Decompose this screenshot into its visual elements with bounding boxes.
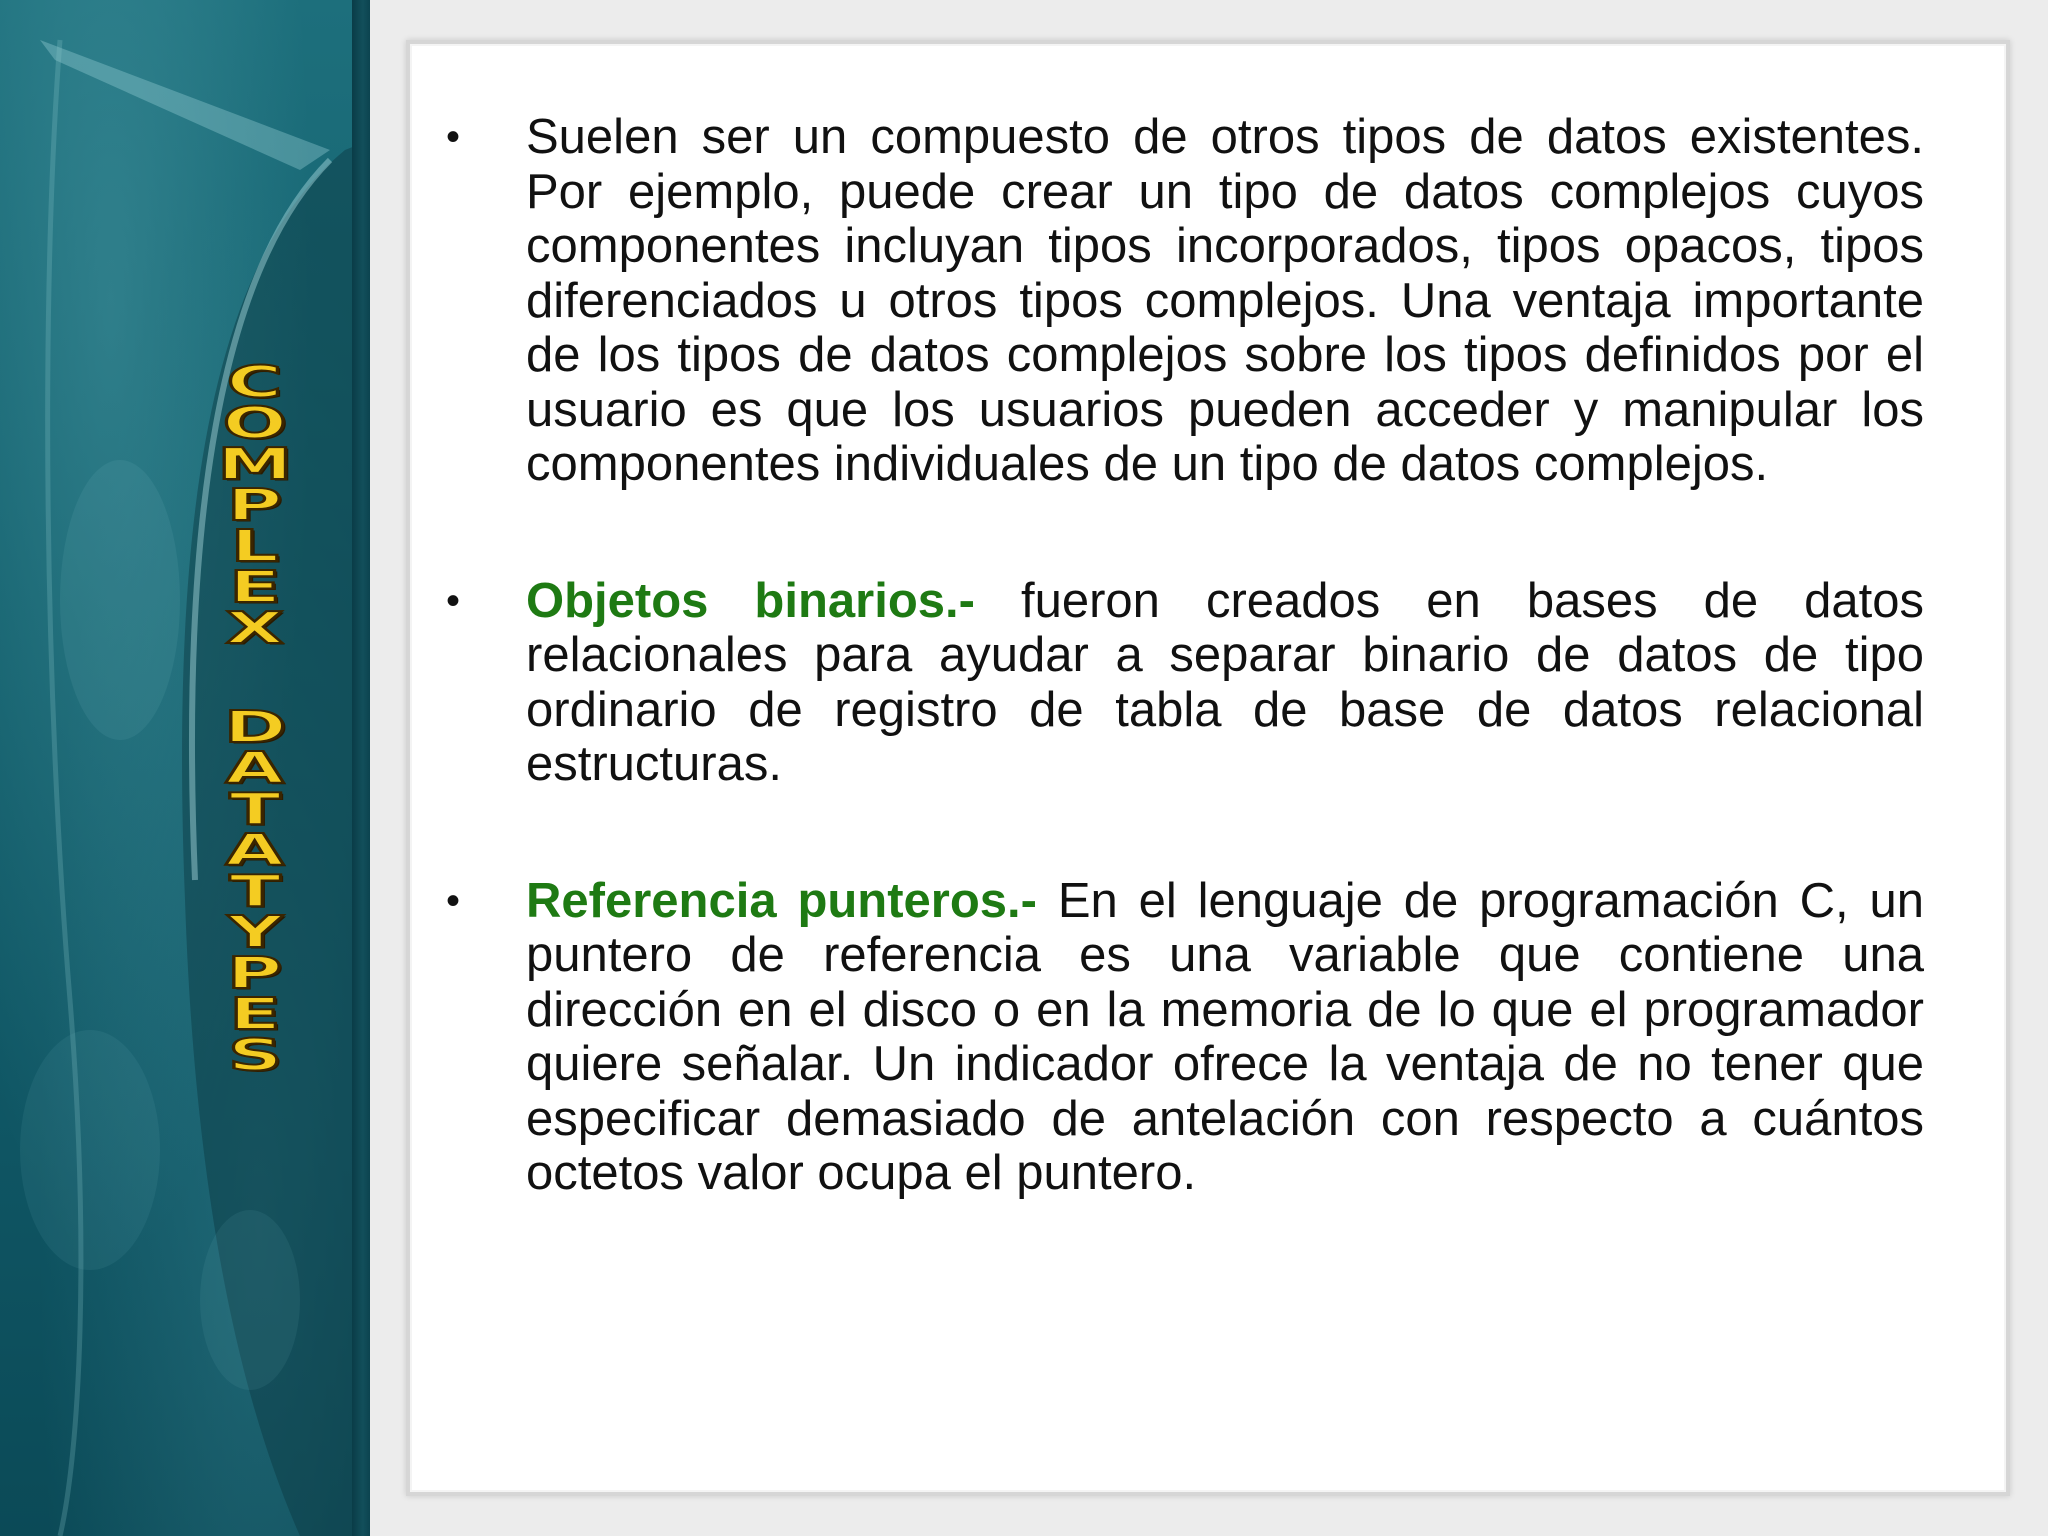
panel-edge [352, 0, 370, 1536]
title-letter: T [229, 784, 281, 835]
bullet-icon: • [446, 578, 461, 623]
left-decorative-panel [0, 0, 370, 1536]
title-letter: E [229, 989, 281, 1040]
vertical-title [205, 357, 305, 1081]
title-letter: S [227, 1030, 283, 1081]
title-letter: X [225, 603, 285, 654]
bullet-text: Suelen ser un compuesto de otros tipos de datos existentes. Por ejemplo, puede crear un tipo de datos complejos cuyos componentes incluyan tipos incorporados, tipos opacos, tipos diferenciados u otros tipos complejos. Una ventaja importante de los tipos de datos complejos sobre los tipos definidos por el usuario es que los usuarios pueden acceder y manipular los componentes individuales de un tipo de datos complejos. [526, 110, 1924, 491]
title-letter: T [229, 866, 281, 917]
title-letter: A [225, 743, 285, 794]
bullet-text: En el lenguaje de programación C, un puntero de referencia es una variable que contiene una dirección en el disco o en la memoria de lo que el programador quiere señalar. Un indicador ofrece la ventaja de no tener que especificar demasiado de antelación con respecto a cuántos octetos valor ocupa el puntero. [526, 873, 1924, 1200]
title-letter: E [229, 562, 281, 613]
bullet-item [446, 874, 1924, 1201]
title-letter: L [230, 521, 280, 572]
title-letter: D [223, 702, 287, 753]
swoosh-decoration [0, 0, 370, 1536]
bullet-item [446, 574, 1924, 792]
bullet-icon: • [446, 115, 461, 159]
title-letter: P [227, 480, 283, 531]
bullet-list [446, 110, 1924, 1201]
title-letter: M [217, 439, 293, 490]
bullet-term: Referencia punteros.- [526, 873, 1037, 928]
bullet-icon: • [446, 878, 461, 923]
bullet-term: Objetos binarios.- [526, 573, 975, 628]
title-letter: A [225, 825, 285, 876]
bullet-text: fueron creados en bases de datos relacionales para ayudar a separar binario de datos de tipo ordinario de registro de tabla de base de datos relacional estructuras. [526, 573, 1924, 791]
title-letter: P [227, 948, 283, 999]
bullet-item [446, 110, 1924, 492]
title-letter: Y [227, 907, 283, 958]
title-letter: O [222, 398, 288, 449]
title-letter: C [227, 357, 283, 408]
